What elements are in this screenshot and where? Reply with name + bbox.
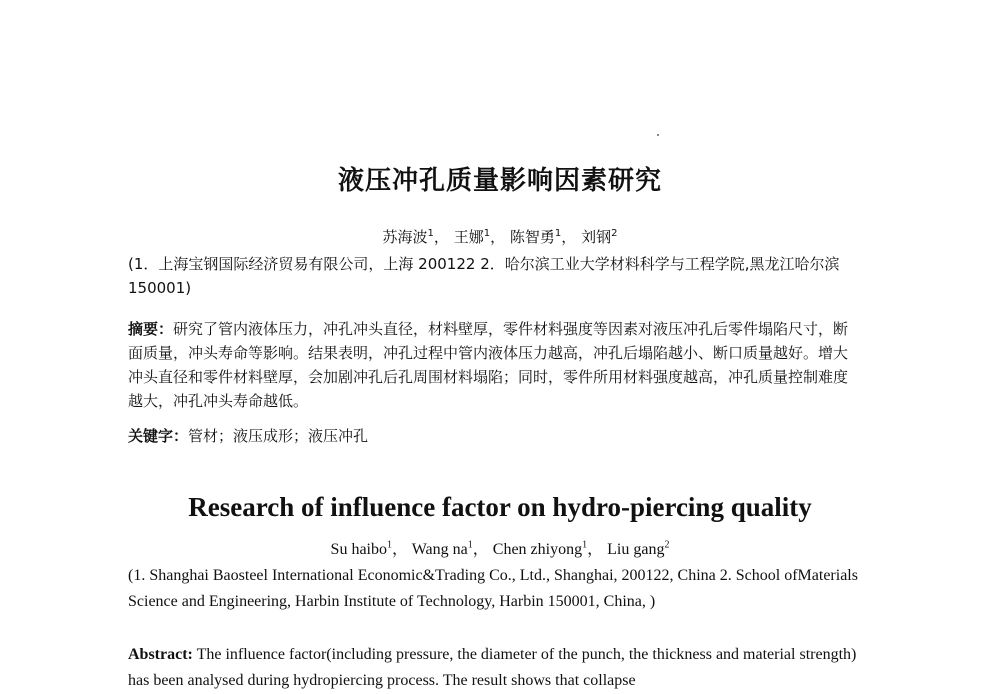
chinese-title: 液压冲孔质量影响因素研究 [337, 166, 662, 196]
abstract-text: 研究了管内液体压力，冲孔冲头直径，材料壁厚，零件材料强度等因素对液压冲孔后零件塌陷尺寸，断面质量，冲头寿命等影响。结果表明，冲孔过程中管内液体压力越高，冲孔后塌陷越小、断口质量越好。增大冲头直径和零件材料壁厚，会加剧冲孔后孔周围材料塌陷；同时，零件所用材料强度越高，冲孔质量控制难度越大，冲孔冲头寿命越低。 [128, 320, 849, 410]
abstract-label: 摘要： [128, 320, 174, 338]
author: Chen zhiyong$^1$， [492, 539, 604, 558]
author: Su haibo$^1$， [330, 539, 409, 558]
author: 刘钢$^2$ [581, 228, 618, 246]
author: Wang $na^1$， [411, 539, 489, 558]
chinese-authors [0, 226, 1000, 247]
chinese-affiliation: (1．上海宝钢国际经济贸易有限公司，上海 200122 2．哈尔滨工业大学材料科学与工程学院,黑龙江哈尔滨 150001) [128, 255, 840, 297]
author: Liu gang$^2$ [607, 539, 670, 558]
english-authors [0, 536, 1000, 559]
author: 王娜$^1$， [453, 228, 506, 246]
keywords-text: 管材；液压成形；液压冲孔 [188, 427, 369, 445]
author: 苏海波$^1$， [382, 228, 449, 246]
author: 陈智勇$^1$， [509, 228, 577, 246]
english-abstract [128, 642, 858, 694]
chinese-keywords [128, 424, 858, 448]
abstract-label: Abstract: [128, 646, 193, 663]
english-affiliation: (1. Shanghai Baosteel International Economic&Trading Co., Ltd., Shanghai, 200122, China 2. School ofMaterials Science and Engineering, Harbin Institute of Technology, Harbin 150001, China, ) [128, 567, 858, 610]
abstract-text: The influence factor(including pressure, the diameter of the punch, the thickness and material strength) has been analysed during hydropiercing process. The result shows that collapse [128, 646, 857, 689]
chinese-abstract [128, 317, 858, 413]
scan-speck [657, 134, 659, 136]
english-title: Research of influence factor on hydro-piercing quality [188, 492, 812, 522]
keywords-label: 关键字： [128, 427, 189, 445]
